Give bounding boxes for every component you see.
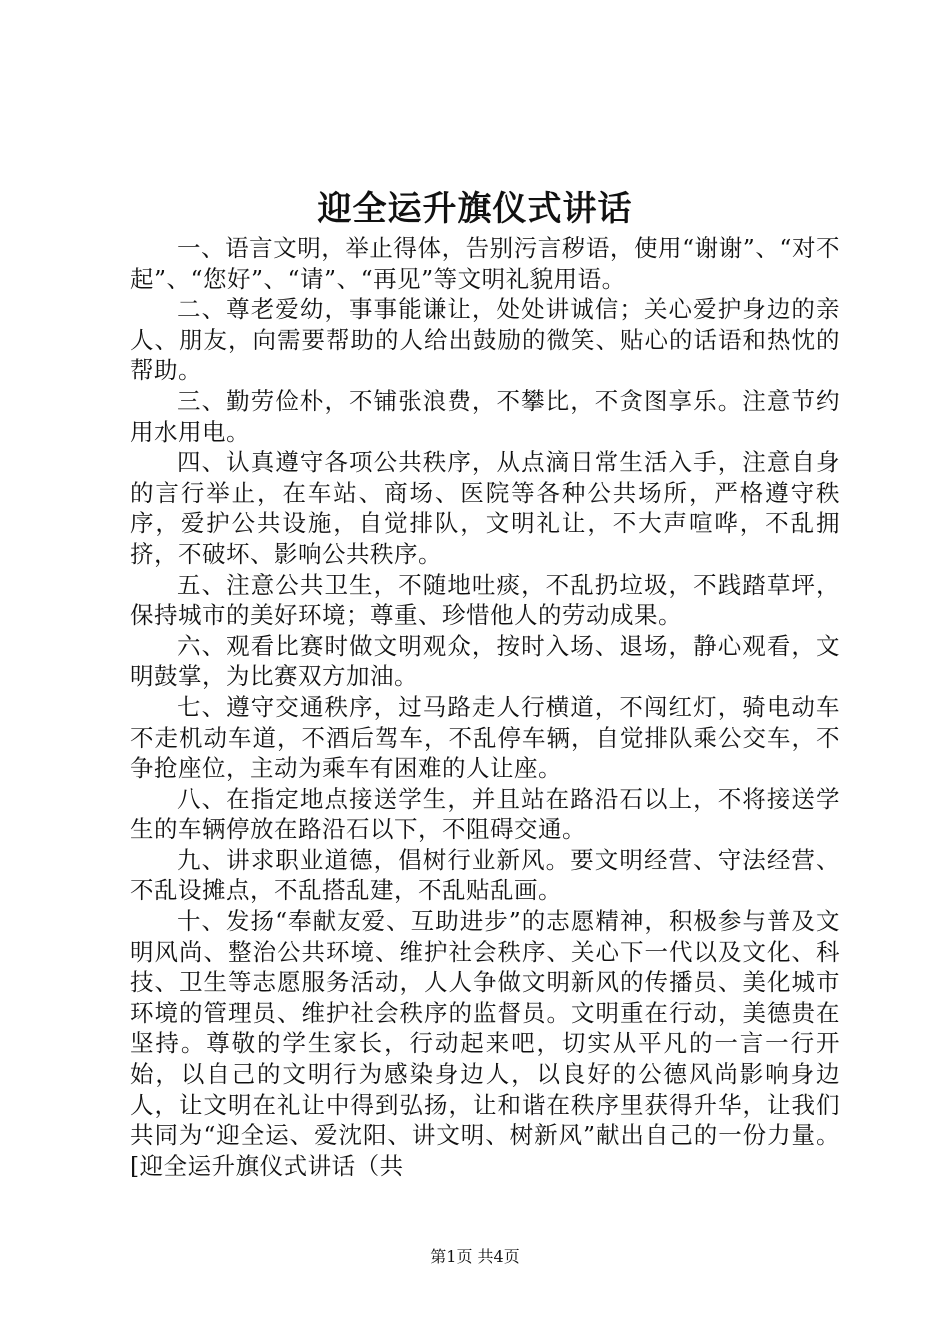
paragraph-6: 六、观看比赛时做文明观众，按时入场、退场，静心观看，文明鼓掌，为比赛双方加油。 — [130, 631, 840, 691]
paragraph-9: 九、讲求职业道德，倡树行业新风。要文明经营、守法经营、不乱设摊点，不乱搭乱建，不乱贴乱画。 — [130, 845, 840, 905]
page-title: 迎全运升旗仪式讲话 — [317, 189, 633, 229]
paragraph-7: 七、遵守交通秩序，过马路走人行横道，不闯红灯，骑电动车不走机动车道，不酒后驾车，不乱停车辆，自觉排队乘公交车，不争抢座位，主动为乘车有困难的人让座。 — [130, 692, 840, 783]
paragraph-4: 四、认真遵守各项公共秩序，从点滴日常生活入手，注意自身的言行举止，在车站、商场、医院等各种公共场所，严格遵守秩序，爱护公共设施，自觉排队，文明礼让，不大声喧哗，不乱拥挤，不破坏、影响公共秩序。 — [130, 448, 840, 568]
paragraph-2: 二、尊老爱幼，事事能谦让，处处讲诚信；关心爱护身边的亲人、朋友，向需要帮助的人给出鼓励的微笑、贴心的话语和热忱的帮助。 — [130, 295, 840, 385]
page-footer: 第1页 共4页 — [430, 1247, 520, 1266]
paragraph-10: 十、发扬“奉献友爱、互助进步”的志愿精神，积极参与普及文明风尚、整治公共环境、维护社会秩序、关心下一代以及文化、科技、卫生等志愿服务活动，人人争做文明新风的传播员、美化城市环境的管理员、维护社会秩序的监督员。文明重在行动，美德贵在坚持。尊敬的学生家长，行动起来吧，切实从平凡的一言一行开始，以自己的文明行为感染身边人，以良好的公德风尚影响身边人，让文明在礼让中得到弘扬，让和谐在秩序里获得升华，让我们共同为“迎全运、爱沈阳、讲文明、树新风”献出自己的一份力量。[迎全运升旗仪式讲话（共 — [130, 907, 840, 1180]
document-body — [130, 233, 840, 1181]
paragraph-8: 八、在指定地点接送学生，并且站在路沿石以上，不将接送学生的车辆停放在路沿石以下，不阻碍交通。 — [130, 784, 840, 844]
paragraph-1: 一、语言文明，举止得体，告别污言秽语，使用“谢谢”、“对不起”、“您好”、“请”、“再见”等文明礼貌用语。 — [130, 234, 840, 293]
paragraph-3: 三、勤劳俭朴，不铺张浪费，不攀比，不贪图享乐。注意节约用水用电。 — [130, 386, 840, 446]
paragraph-5: 五、注意公共卫生，不随地吐痰，不乱扔垃圾，不践踏草坪，保持城市的美好环境；尊重、珍惜他人的劳动成果。 — [130, 570, 840, 630]
